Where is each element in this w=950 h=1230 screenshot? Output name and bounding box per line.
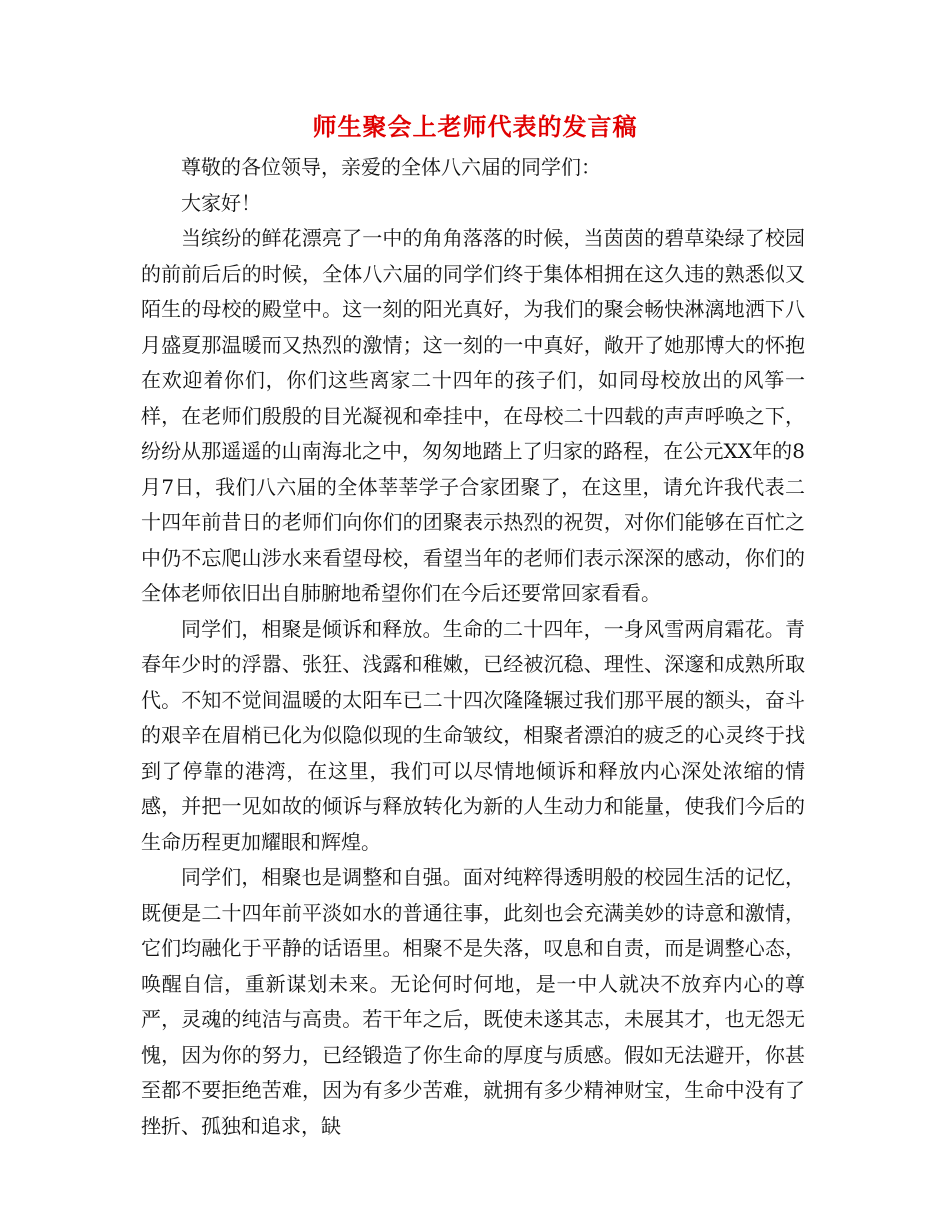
greeting-paragraph: 大家好！	[181, 190, 261, 215]
salutation-paragraph: 尊敬的各位领导，亲爱的全体八六届的同学们：	[181, 155, 601, 179]
body-paragraph-3: 同学们，相聚也是调整和自强。面对纯粹得透明般的校园生活的记忆，既便是二十四年前平淡如水的普通往事，此刻也会充满美妙的诗意和激情，它们均融化于平静的话语里。相聚不是失落，叹息和自责，而是调整心态，唤醒自信，重新谋划未来。无论何时何地，是一中人就决不放弃内心的尊严，灵魂的纯洁与高贵。若干年之后，既使未遂其志，未展其才，也无怨无愧，因为你的努力，已经锻造了你生命的厚度与质感。假如无法避开，你甚至都不要拒绝苦难，因为有多少苦难，就拥有多少精神财宝，生命中没有了挫折、孤独和追求，缺	[141, 865, 805, 1138]
document-body	[141, 150, 805, 1144]
body-paragraph-2: 同学们，相聚是倾诉和释放。生命的二十四年，一身风雪两肩霜花。青春年少时的浮嚣、张狂、浅露和稚嫩，已经被沉稳、理性、深邃和成熟所取代。不知不觉间温暖的太阳车已二十四次隆隆辗过我们那平展的额头，奋斗的艰辛在眉梢已化为似隐似现的生命皱纹，相聚者漂泊的疲乏的心灵终于找到了停靠的港湾，在这里，我们可以尽情地倾诉和释放内心深处浓缩的情感，并把一见如故的倾诉与释放转化为新的人生动力和能量，使我们今后的生命历程更加耀眼和辉煌。	[141, 616, 805, 854]
body-paragraph-1: 当缤纷的鲜花漂亮了一中的角角落落的时候，当茵茵的碧草染绿了校园的前前后后的时候，全体八六届的同学们终于集体相拥在这久违的熟悉似又陌生的母校的殿堂中。这一刻的阳光真好，为我们的聚会畅快淋漓地洒下八月盛夏那温暖而又热烈的激情；这一刻的一中真好，敞开了她那博大的怀抱在欢迎着你们，你们这些离家二十四年的孩子们，如同母校放出的风筝一样，在老师们殷殷的目光凝视和牵挂中，在母校二十四载的声声呼唤之下，纷纷从那遥遥的山南海北之中，匆匆地踏上了归家的路程，在公元XX年的8月7日，我们八六届的全体莘莘学子合家团聚了，在这里，请允许我代表二十四年前昔日的老师们向你们的团聚表示热烈的祝贺，对你们能够在百忙之中仍不忘爬山涉水来看望母校，看望当年的老师们表示深深的感动，你们的全体老师依旧出自肺腑地希望你们在今后还要常回家看看。	[141, 226, 805, 605]
document-title: 师生聚会上老师代表的发言稿	[312, 113, 638, 141]
